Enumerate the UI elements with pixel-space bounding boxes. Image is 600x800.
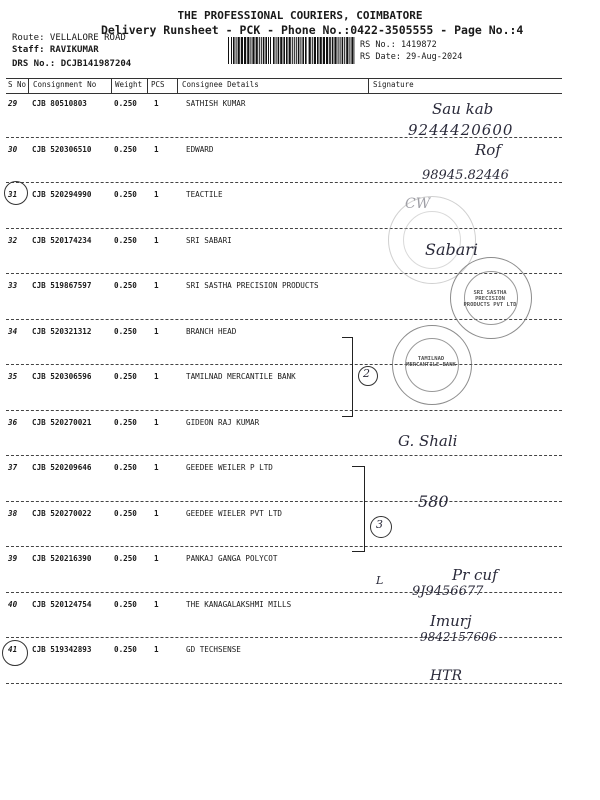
row-consignment-no: CJB 520174234 — [32, 235, 92, 245]
header-bottom-rule — [6, 93, 562, 94]
row-divider — [6, 455, 562, 456]
row-pcs: 1 — [154, 554, 159, 563]
barcode-bar — [320, 37, 322, 64]
barcode-bar — [334, 37, 336, 64]
row-pcs: 1 — [154, 99, 159, 108]
row-divider — [6, 410, 562, 411]
barcode-bar — [244, 37, 246, 64]
col-divider — [368, 78, 369, 94]
barcode-bar — [283, 37, 285, 64]
group-count-rows-37-38: 3 — [376, 518, 383, 531]
barcode-bar — [231, 37, 232, 64]
signature-row-41: HTR — [430, 668, 463, 684]
barcode-bar — [344, 37, 345, 64]
barcode-bar — [263, 37, 265, 64]
barcode-image — [228, 37, 355, 64]
row-divider — [6, 546, 562, 547]
row-consignee: GEEDEE WEILER P LTD — [186, 463, 273, 472]
row-sno: 40 — [8, 599, 18, 609]
barcode-bar — [256, 37, 258, 64]
row-weight: 0.250 — [114, 554, 137, 563]
row-weight: 0.250 — [114, 235, 137, 245]
barcode-bar — [349, 37, 350, 64]
row-sno: 39 — [8, 554, 18, 563]
barcode-bar — [289, 37, 291, 64]
col-header-weight: Weight — [115, 80, 143, 89]
barcode-bar — [233, 37, 235, 64]
row-weight: 0.250 — [114, 144, 137, 154]
row-consignment-no: CJB 520294990 — [32, 190, 92, 199]
row-pcs: 1 — [154, 372, 159, 381]
barcode-bar — [329, 37, 331, 64]
barcode-bar — [250, 37, 251, 64]
row-consignee: GEEDEE WIELER PVT LTD — [186, 508, 283, 518]
barcode-bar — [261, 37, 262, 64]
row-consignee: BRANCH HEAD — [186, 326, 237, 336]
barcode-bar — [265, 37, 267, 64]
row-sno: 35 — [8, 372, 18, 381]
barcode-bar — [317, 37, 319, 64]
row-consignment-no: CJB 520270022 — [32, 508, 92, 518]
row-divider — [6, 683, 562, 684]
barcode-bar — [228, 37, 229, 64]
col-divider — [111, 78, 112, 94]
barcode-bar — [326, 37, 328, 64]
drs-number: DRS No.: DCJB141987204 — [12, 59, 132, 69]
barcode-bar — [323, 37, 325, 64]
row-weight: 0.250 — [114, 281, 137, 290]
row-pcs: 1 — [154, 281, 159, 290]
barcode-bar — [286, 37, 288, 64]
col-divider — [147, 78, 148, 94]
row-divider — [6, 501, 562, 502]
row-sno: 32 — [8, 235, 18, 245]
barcode-bar — [292, 37, 293, 64]
barcode-bar — [268, 37, 269, 64]
row-pcs: 1 — [154, 144, 159, 154]
row-consignment-no: CJB 519342893 — [32, 645, 92, 654]
barcode-bar — [332, 37, 334, 64]
col-header-signature: Signature — [373, 80, 414, 89]
row-sno: 37 — [8, 463, 18, 472]
barcode-bar — [278, 37, 280, 64]
row-pcs: 1 — [154, 326, 159, 336]
header-top-rule — [6, 78, 562, 79]
circle-mark-row-31 — [4, 181, 28, 205]
row-consignee: THE KANAGALAKSHMI MILLS — [186, 599, 292, 609]
row-weight: 0.250 — [114, 463, 137, 472]
col-divider — [177, 78, 178, 94]
barcode-bar — [351, 37, 353, 64]
barcode-bar — [346, 37, 348, 64]
row-consignee: EDWARD — [186, 144, 214, 154]
signature-row-29: Sau kab — [432, 100, 494, 118]
row-sno: 33 — [8, 281, 18, 290]
row-sno: 34 — [8, 326, 18, 336]
phone-row-29: 9244420600 — [408, 121, 514, 139]
barcode-bar — [241, 37, 243, 64]
row-pcs: 1 — [154, 508, 159, 518]
barcode-bar — [247, 37, 249, 64]
row-consignment-no: CJB 520306596 — [32, 372, 92, 381]
row-divider — [6, 228, 562, 229]
signature-row-36: G. Shali — [398, 432, 458, 450]
row-pcs: 1 — [154, 463, 159, 472]
row-consignment-no: CJB 520270021 — [32, 417, 92, 427]
group-count-rows-34-35: 2 — [363, 367, 370, 380]
row-consignee: TAMILNAD MERCANTILE BANK — [186, 372, 296, 381]
signature-row-31: CW — [405, 196, 431, 212]
barcode-bar — [280, 37, 282, 64]
barcode-bar — [270, 37, 271, 64]
phone-row-40: 9842157606 — [420, 630, 497, 644]
barcode-bar — [312, 37, 313, 64]
mark-row-39: L — [376, 574, 384, 587]
barcode-bar — [236, 37, 237, 64]
group-bracket-rows-34-35 — [342, 337, 353, 417]
barcode-bar — [238, 37, 240, 64]
rs-date: RS Date: 29-Aug-2024 — [360, 52, 463, 62]
row-pcs: 1 — [154, 417, 159, 427]
stamp-text-rows-34-35: TAMILNAD MERCANTILE BANK — [406, 356, 456, 368]
barcode-bar — [300, 37, 301, 64]
barcode-bar — [276, 37, 277, 64]
row-weight: 0.250 — [114, 372, 137, 381]
row-consignment-no: CJB 520124754 — [32, 599, 92, 609]
circle-mark-row-41 — [2, 640, 28, 666]
staff-label: Staff: RAVIKUMAR — [12, 45, 99, 55]
barcode-bar — [302, 37, 304, 64]
signature-row-32: Sabari — [425, 240, 479, 259]
stamp-text-row-33: SRI SASTHA PRECISION PRODUCTS PVT LTD — [463, 290, 517, 308]
barcode-bar — [338, 37, 339, 64]
barcode-bar — [259, 37, 260, 64]
row-sno: 29 — [8, 99, 18, 108]
col-divider — [28, 78, 29, 94]
row-consignee: SRI SABARI — [186, 235, 232, 245]
col-header-consignee: Consignee Details — [182, 80, 259, 89]
row-pcs: 1 — [154, 645, 159, 654]
barcode-bar — [294, 37, 295, 64]
row-consignee: GIDEON RAJ KUMAR — [186, 417, 260, 427]
signature-row-40: Imurj — [430, 612, 472, 630]
barcode-bar — [305, 37, 307, 64]
rs-number: RS No.: 1419872 — [360, 40, 437, 50]
barcode-bar — [342, 37, 344, 64]
barcode-bar — [314, 37, 316, 64]
row-consignee: TEACTILE — [186, 190, 223, 199]
row-consignment-no: CJB 520306510 — [32, 144, 92, 154]
row-weight: 0.250 — [114, 599, 137, 609]
row-weight: 0.250 — [114, 508, 137, 518]
col-header-sno: S No — [8, 80, 27, 89]
row-sno: 31 — [8, 190, 18, 199]
barcode-bar — [296, 37, 297, 64]
row-pcs: 1 — [154, 190, 159, 199]
barcode-bar — [298, 37, 300, 64]
phone-row-30: 98945.82446 — [422, 168, 509, 183]
row-consignment-no: CJB 80510803 — [32, 99, 87, 108]
company-title: THE PROFESSIONAL COURIERS, COIMBATORE — [177, 9, 423, 22]
col-header-pcs: PCS — [151, 80, 165, 89]
row-divider — [6, 364, 562, 365]
row-weight: 0.250 — [114, 190, 137, 199]
row-weight: 0.250 — [114, 645, 137, 654]
row-weight: 0.250 — [114, 326, 137, 336]
route-label: Route: VELLALORE ROAD — [12, 33, 126, 43]
row-consignment-no: CJB 520216390 — [32, 554, 92, 563]
row-consignee: PANKAJ GANGA POLYCOT — [186, 554, 278, 563]
row-pcs: 1 — [154, 235, 159, 245]
barcode-bar — [252, 37, 254, 64]
signature-row-39: Pr cuf — [452, 566, 498, 584]
row-consignee: SRI SASTHA PRECISION PRODUCTS — [186, 281, 319, 290]
row-consignment-no: CJB 520321312 — [32, 326, 92, 336]
barcode-bar — [273, 37, 275, 64]
row-weight: 0.250 — [114, 417, 137, 427]
group-bracket-rows-37-38 — [352, 466, 365, 552]
row-consignee: GD TECHSENSE — [186, 645, 241, 654]
row-consignment-no: CJB 519867597 — [32, 281, 92, 290]
col-header-consignment: Consignment No — [33, 80, 97, 89]
row-pcs: 1 — [154, 599, 159, 609]
signature-row-30: Rof — [475, 141, 501, 159]
row-sno: 41 — [8, 645, 18, 654]
row-consignee: SATHISH KUMAR — [186, 99, 246, 108]
row-weight: 0.250 — [114, 99, 137, 108]
row-sno: 36 — [8, 417, 18, 427]
row-sno: 38 — [8, 508, 18, 518]
phone-row-39: 9J9456677 — [412, 584, 484, 599]
row-sno: 30 — [8, 144, 18, 154]
barcode-bar — [309, 37, 311, 64]
row-consignment-no: CJB 520209646 — [32, 463, 92, 472]
barcode-bar — [340, 37, 341, 64]
runsheet-title: Delivery Runsheet - PCK - Phone No.:0422-3505555 - Page No.:4 — [101, 23, 524, 37]
signature-rows-37-38: 580 — [418, 492, 449, 511]
